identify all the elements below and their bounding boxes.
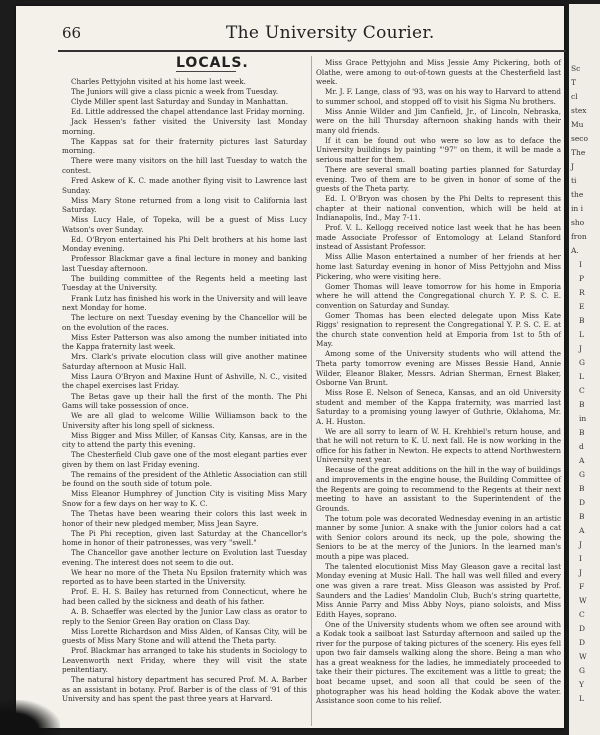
facing-page-fragment: D <box>579 624 586 633</box>
news-item: The totum pole was decorated Wednesday evening in an artistic manner by some Junior. A snake with the Junior colors had a cat with Senior colors around its neck, up the pole, showing the Seniors to be at the mercy of the Juniors. In the learned man's mouth a pipe was placed. <box>316 513 561 561</box>
news-item: We are all glad to welcome Willie Williamson back to the University after his long spell of sickness. <box>62 411 307 430</box>
facing-page-fragment: F <box>579 582 585 591</box>
facing-page-fragment: T <box>571 78 577 87</box>
news-item: Miss Rose E. Nelson of Seneca, Kansas, and an old University student and member of the Kappa fraternity, was married last Saturday to a promising young lawyer of Guthrie, Oklahoma, Mr. A. H. Huston. <box>316 388 561 426</box>
news-item: There were many visitors on the hill last Tuesday to watch the contest. <box>62 156 307 175</box>
news-item: If it can be found out who were so low as to deface the University buildings by painting "'97" on them, it will be made a serious matter for them. <box>316 135 561 164</box>
news-item: The Thetas have been wearing their colors this last week in honor of their new pledged member, Miss Jean Sayre. <box>62 509 307 528</box>
news-item: Mr. J. F. Lange, class of '93, was on his way to Harvard to attend to summer school, and stopped off to visit his Sigma Nu brothers. <box>316 87 561 106</box>
facing-page-fragment: J <box>579 344 583 353</box>
section-title: LOCALS. <box>176 55 249 71</box>
news-item: Gomer Thomas has been elected delegate upon Miss Kate Riggs' resignation to represent the Congregational Y. P. S. C. E. at the church state convention held at Emporia from 1st to 5th of May. <box>316 310 561 349</box>
news-item: Prof. V. L. Kellogg received notice last week that he has been made Associate Professor of Entomology at Leland Stanford instead of Assistant Professor. <box>316 223 561 252</box>
facing-page-fragment: J <box>579 568 583 577</box>
news-item: Ed. O'Bryon entertained his Phi Delt brothers at his home last Monday evening. <box>62 234 307 254</box>
news-item: Prof. Blackmar has arranged to take his students in Sociology to Leavenworth next Friday, where they will visit the state penitentiary. <box>62 646 307 675</box>
news-item: The Betas gave up their hall the first of the month. The Phi Gams will take possession of once. <box>62 391 307 411</box>
facing-page-fragment: B <box>579 484 585 493</box>
facing-page-fragment: in i <box>571 204 584 213</box>
news-item: Miss Allie Mason entertained a number of her friends at her home last Saturday evening in honor of Miss Pettyjohn and Miss Pickering, who were visiting here. <box>316 252 561 281</box>
facing-page-fragment: fron <box>571 232 587 241</box>
facing-page-fragment: B <box>579 512 585 521</box>
news-item: Miss Bigger and Miss Miller, of Kansas City, Kansas, are in the city to attend the party this evening. <box>62 430 307 450</box>
news-item: Because of the great additions on the hill in the way of buildings and improvements in the engine house, the Building Committee of the Regents are going to recommend to the Regents at their next meeting to have an assistant to the Superintendent of the Grounds. <box>316 465 561 513</box>
facing-page-fragment: cl <box>571 92 578 101</box>
facing-page-fragment: sho <box>571 218 585 227</box>
news-item: The natural history department has secured Prof. M. A. Barber as an assistant in botany. Prof. Barber is of the class of '91 of this University and has spent the past three years at Harvard. <box>62 675 307 704</box>
column-divider <box>311 56 312 726</box>
facing-page-fragment: D <box>579 638 586 647</box>
facing-page-fragment: seco <box>571 134 589 143</box>
news-item: Miss Eleanor Humphrey of Junction City is visiting Miss Mary Snow for a few days on her way to K. C. <box>62 489 307 509</box>
facing-page-fragment: stex <box>571 106 587 115</box>
news-item: The remains of the president of the Athletic Association can still be found on the south side of totum pole. <box>62 469 307 489</box>
news-item: The talented elocutionist Miss May Gleason gave a recital last Monday evening at Music Hall. The hall was well filled and every one was given a rare treat. Miss Gleason was assisted by Prof. Saunders and the Ladies' Mandolin Club, Buch's string quartette, Miss Annie Parry and Miss Abby Noys, piano soloists, and Miss Edith Hayes, soprano. <box>316 561 561 619</box>
facing-page-fragment: Mu <box>571 120 584 129</box>
news-item: A. B. Schaeffer was elected by the Junior Law class as orator to reply to the Senior Green Bay oration on Class Day. <box>62 607 307 626</box>
facing-page-fragment: W <box>579 596 587 605</box>
news-item: Miss Ester Patterson was also among the number initiated into the Kappa fraternity last week. <box>62 332 307 352</box>
facing-page-fragment: B <box>579 428 585 437</box>
facing-page-fragment: D <box>579 498 586 507</box>
news-item: Ed. Little addressed the chapel attendance last Friday morning. <box>71 107 305 117</box>
facing-page-fragment: A. <box>571 246 579 255</box>
page-number: 66 <box>62 24 82 42</box>
facing-page-fragment: G <box>579 358 585 367</box>
facing-page-fragment: B <box>579 316 585 325</box>
facing-page-fragment: I <box>579 554 582 563</box>
news-item: Frank Lutz has finished his work in the University and will leave next Monday for home. <box>62 293 307 313</box>
news-item: The building committee of the Regents held a meeting last Tuesday at the University. <box>62 273 307 293</box>
news-item: We hear no more of the Theta Nu Epsilon fraternity which was reported as to have been started in the University. <box>62 567 307 587</box>
news-item: Miss Grace Pettyjohn and Miss Jessie Amy Pickering, both of Olathe, were among to out-of-town guests at the Chesterfield last week. <box>316 58 561 87</box>
facing-page-fragment: I <box>579 260 582 269</box>
facing-page-fragment: A <box>579 526 585 535</box>
news-item: Miss Annie Wilder and Jim Canfield, Jr., of Lincoln, Nebraska, were on the hill Thursday afternoon shaking hands with their many old friends. <box>316 106 561 135</box>
facing-page-fragment: E <box>579 302 585 311</box>
facing-page-fragment: J <box>579 540 583 549</box>
news-item: One of the University students whom we often see around with a Kodak took a sailboat last Saturday afternoon and sailed up the river for the purpose of taking pictures of the scenery. His eyes fell upon two fair damsels walking along the shore. Being a man who has a great weakness for the ladies, he immediately proceeded to take their their pictures. The excitement was a little to great; the boat became upset, and soon all that could be seen of the photographer was his head holding the Kodak above the water. Assistance soon come to his relief. <box>316 619 561 706</box>
left-column <box>62 77 307 705</box>
facing-page-fragment: A <box>579 456 585 465</box>
news-item: Among some of the University students who will attend the Theta party tomorrow evening are Misses Bessie Hand, Annie Wilder, Eleanor Blaker, Messrs. Adrian Sherman, Ernest Blaker, Osborne Van Brunt. <box>316 349 561 388</box>
news-item: The Chesterfield Club gave one of the most elegant parties ever given by them on last Friday evening. <box>62 450 307 469</box>
publication-title: The University Courier. <box>226 23 435 43</box>
news-item: Miss Lorette Richardson and Miss Alden, of Kansas City, will be guests of Miss Mary Stone and will attend the Theta party. <box>62 626 307 646</box>
news-item: Miss Mary Stone returned from a long visit to California last Saturday. <box>62 195 307 215</box>
news-item: Gomer Thomas will leave tomorrow for his home in Emporia where he will attend the Congregational church Y. P. S. C. E. convention on Saturday and Sunday. <box>316 281 561 310</box>
news-item: Jack Hessen's father visited the University last Monday morning. <box>62 117 307 136</box>
news-item: The Pi Phi reception, given last Saturday at the Chancellor's home in honor of their patronesses, was very "swell." <box>62 528 307 548</box>
news-item: Miss Lucy Hale, of Topeka, will be a guest of Miss Lucy Watson's over Sunday. <box>62 215 307 234</box>
news-item: Mrs. Clark's private elocution class will give another matinee Saturday afternoon at Music Hall. <box>62 352 307 371</box>
facing-page-edge <box>569 4 600 735</box>
news-item: We are all sorry to learn of W. H. Krehbiel's return house, and that he will not return to K. U. next fall. He is now working in the office for his father in Newton. He expects to attend Northwestern University next year. <box>316 426 561 465</box>
news-item: The Kappas sat for their fraternity pictures last Saturday morning. <box>62 136 307 156</box>
facing-page-fragment: the <box>571 190 584 199</box>
news-item: Professor Blackmar gave a final lecture in money and banking last Tuesday afternoon. <box>62 254 307 273</box>
facing-page-fragment: C <box>579 386 585 395</box>
facing-page-fragment: The <box>571 148 586 157</box>
news-item: The Juniors will give a class picnic a week from Tuesday. <box>71 87 279 97</box>
facing-page-fragment: P <box>579 274 585 283</box>
facing-page-fragment: J <box>571 162 575 171</box>
news-item: Charles Pettyjohn visited at his home last week. <box>71 77 246 86</box>
scan-corner-shadow <box>0 700 60 735</box>
news-item: The lecture on next Tuesday evening by the Chancellor will be on the evolution of the races. <box>62 313 307 332</box>
news-item: Miss Laura O'Bryon and Maxine Hunt of Ashville, N. C., visited the chapel exercises last Friday. <box>62 371 307 391</box>
right-column <box>316 58 561 706</box>
facing-page-fragment: R <box>579 288 585 297</box>
facing-page-fragment: Sc <box>571 64 581 73</box>
facing-page-fragment: G <box>579 470 585 479</box>
facing-page-fragment: B <box>579 400 585 409</box>
news-item: The Chancellor gave another lecture on Evolution last Tuesday evening. The interest does not seem to die out. <box>62 548 307 567</box>
document-page <box>16 6 564 728</box>
facing-page-fragment: G <box>579 666 585 675</box>
news-item: Clyde Miller spent last Saturday and Sunday in Manhattan. <box>71 97 289 107</box>
header-rule <box>58 50 566 52</box>
facing-page-fragment: in <box>579 414 587 423</box>
facing-page-fragment: Y <box>579 680 584 689</box>
news-item: There are several small boating parties planned for Saturday evening. Two of them are to be given in honor of some of the guests of the Theta party. <box>316 165 561 194</box>
facing-page-fragment: L <box>579 372 584 381</box>
news-item: Ed. I. O'Bryon was chosen by the Phi Delts to represent this chapter at their national convention, which will be held at Indianapolis, Ind., May 7-11. <box>316 194 561 223</box>
facing-page-fragment: ti <box>571 176 577 185</box>
news-item: Fred Askew of K. C. made another flying visit to Lawrence last Sunday. <box>62 175 307 195</box>
facing-page-fragment: C <box>579 610 585 619</box>
facing-page-fragment: L <box>579 694 584 703</box>
facing-page-fragment: W <box>579 652 587 661</box>
news-item: Prof. E. H. S. Bailey has returned from Connecticut, where he had been called by the sickness and death of his father. <box>62 587 307 606</box>
facing-page-fragment: d <box>579 442 584 451</box>
facing-page-fragment: L <box>579 330 584 339</box>
